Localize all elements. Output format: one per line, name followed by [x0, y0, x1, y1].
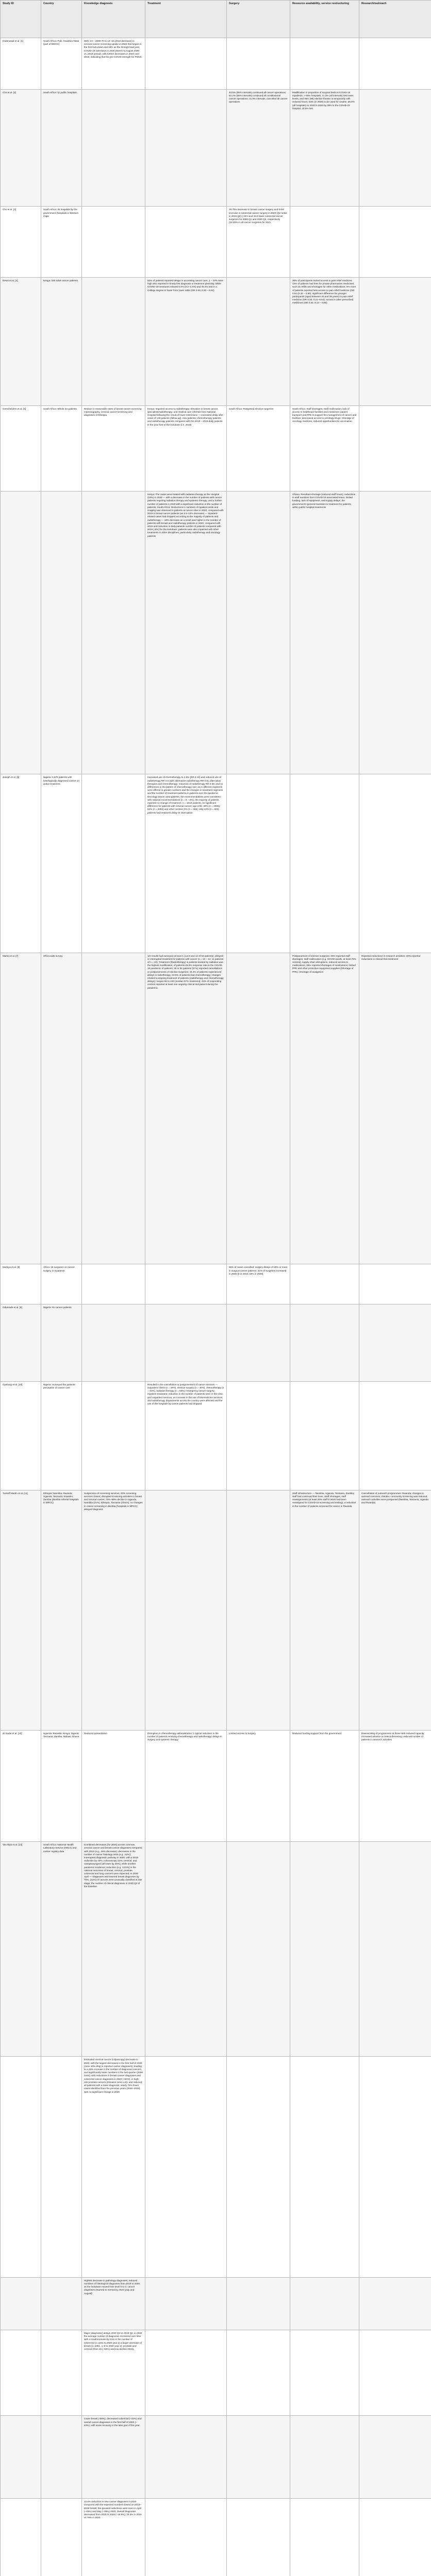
- cell-surgery: [227, 492, 290, 774]
- cell-country: Africa: 18 surgeons on cancer surgery in 8 patients: [41, 1264, 82, 1304]
- table-row: [1, 2057, 431, 2277]
- cell-resource-availability: [290, 1381, 359, 1490]
- cell-surgery: South Africa: Postponed elective surgeries: [227, 405, 290, 491]
- cell-surgery: 55% of cases cancelled; surgery delays of 25% or more in surgical cancer patients; 31% of surgeries increased in 2020 (9 in 2019; 23% in 2020): [227, 1264, 290, 1304]
- cell-resource-availability: Modification in proportion of surgical beds to COVID-19 inpatients: > 50% hospitals; 71.3% (all intervals) lost lower levels, and 45% (98) elective theatre in temporarily with reduced hours; 53% (in 2020) to be used for routine, 36.9% (all hospitals) to 2020 in 2020 by 30% in the COVID-19 hospital, 24.5% lost.: [290, 89, 359, 207]
- cell-country: Nigeria: Surveyed the patients' perception of cancer care: [41, 1381, 82, 1490]
- cell-study-id: Kwamwadi et al. [1]: [1, 38, 41, 90]
- cell-research-outreach: [359, 2330, 431, 2415]
- cell-treatment: Kenya: Impaired access to radiotherapy; Elevation in breast cancer specialists/radiotherapy; and medical care referrals from National Hospital following the result of travel restrictions — Increased delay after onset of 139 patients (follow-up), new patients; chemotherapy patients and radiotherapy patients compared with the 2018 – 2019 daily patients in the prior first of the lockdown (i.e. 2019): [145, 405, 227, 491]
- cell-treatment: Resulted in the cancellation or postponement of cancer services — outpatient clinics (n = 46%), elective surgery (n = 48%), chemotherapy (n = 44%), radiation therapy (n = 55%); emergency cancer surgery; inpatient treatment; reduction in the number of patients seen in the clinic and outpatient services; an increase in the use of telemedicine services; and radiotherapy departments across the country were affected and the use of the hospitals by cancer patients had dropped: [145, 1381, 227, 1490]
- cell-knowledge-diagnosis: [82, 89, 145, 207]
- table-body: [1, 38, 431, 2576]
- cell-surgery: [227, 2330, 290, 2415]
- cell-country: [41, 2416, 82, 2499]
- cell-study-id: Tuckoff Martin et al. [11]: [1, 1490, 41, 1730]
- cell-knowledge-diagnosis: [82, 1264, 145, 1304]
- cell-research-outreach: [359, 1304, 431, 1382]
- cell-treatment: [145, 1490, 227, 1730]
- column-header-treatment: Treatment: [145, 1, 227, 38]
- cell-research-outreach: [359, 277, 431, 405]
- cell-knowledge-diagnosis: [82, 1304, 145, 1382]
- cell-treatment: [145, 38, 227, 90]
- cell-research-outreach: [359, 2416, 431, 2499]
- cell-resource-availability: [290, 1264, 359, 1304]
- cell-surgery: [227, 2277, 290, 2330]
- column-header-surgery: Surgery: [227, 1, 290, 38]
- cell-resource-availability: [290, 2057, 359, 2277]
- cell-country: South Africa: 11 public hospitals: [41, 89, 82, 207]
- cell-resource-availability: Postponement of elective surgeries; 40% reported staff shortages; staff reallocation (e.g. COVID wards, at least 78% centres), supply chain disruptions, reduced access to medications; 35% reported shortages of medications; limited PPE and other protective equipment supplies (Shortage of PPE); Shortage of analgesics: [290, 953, 359, 1264]
- cell-knowledge-diagnosis: [82, 774, 145, 953]
- cell-research-outreach: [359, 2057, 431, 2277]
- table-row: [1, 1304, 431, 1382]
- table-row: [1, 1264, 431, 1304]
- column-header-resource-availability: Resource availability, service restructuring: [290, 1, 359, 38]
- cell-research-outreach: [359, 1264, 431, 1304]
- cell-study-id: Cho et al. [3]: [1, 207, 41, 278]
- cell-study-id: [1, 492, 41, 774]
- cell-resource-availability: 36% of participants lacked access to pain relief medicine; 14% of patients had fees for private pharmacies medicines, such as refills and shortages for other medications; 5% more of patients reported less access to pain relief medicine (OR 0.54 (0.32 – 0.90); significant difference for younger participants (aged between 20 and 39 years) to pain relief medicine (OR 0.54, 0.21–0.54); across in other prescribed medicines (OR 0.53, 0.14 – 0.85): [290, 277, 359, 405]
- cell-research-outreach: [359, 89, 431, 207]
- cell-treatment: 1/2 results had surveyed at least 1 (cut 9 and 12 of 53 patients); delayed or interrupted treatment for patients with cancer (n = 10 – 14; 11 patients of n = 10); Treatment (Radiotherapy) in patients treated by radiation was the highest modification; of patients 28.9% response rate to the COVID-19 pandemic of patients; 36 in 54 patients (67%) reported cancellations or postponements of elective surgeries; 44.4% of patients experienced delays in radiotherapy, 24.5% of patients had chemotherapy; changes related to ongoing treatment of patients (radiotherapy and chemotherapy delays); ranges 66 to 100 (median 87% treatment); 44% of responding centres reported at least one ongoing clinical trial patient during the pandemic.: [145, 953, 227, 1264]
- cell-treatment: 92% of patients reported delays in accessing cancer care; 1 – 10% were high also reported in timely first diagnosis or treatment planning; While COVID-19 measures relaxed 9.4% (0.2–1.5%) and 45.4% lost in a College degree or lower from lower odds (OR 0.53, 0.30 – 0.92): [145, 277, 227, 405]
- cell-study-id: [1, 2277, 41, 2330]
- cell-resource-availability: [290, 2277, 359, 2330]
- table-row: [1, 774, 431, 953]
- cell-research-outreach: Cancellation of outreach programmes: Rwanda: changes in outreach services; Zambia: community screening was reduced; outreach activities were postponed (Namibia, Tanzania, Uganda and Rwanda): [359, 1490, 431, 1730]
- table-row: [1, 405, 431, 491]
- column-header-knowledge-diagnosis: Knowledge diagnosis: [82, 1, 145, 38]
- cell-study-id: Oyebanji et al. [10]: [1, 1381, 41, 1490]
- cell-resource-availability: [290, 2330, 359, 2415]
- cell-resource-availability: [290, 1842, 359, 2057]
- cell-knowledge-diagnosis: 13.6% reduction in new cancer diagnoses in 2020 compared with the expected numbers based on 2015–2019 trends; the greatest reductions were seen in April (–45%) and May (–39%) 2020; Overall diagnoses decreased from 2019 in 2020 (–16.9%); 75.2% in 2019 vs 79% in 2020.: [82, 2499, 145, 2576]
- cell-research-outreach: [359, 492, 431, 774]
- cell-country: South Africa: Pale, KwaZulu-Natal (part of MOCC): [41, 38, 82, 90]
- cell-knowledge-diagnosis: Highest decrease in pathology diagnoses; reduced numbers of histological diagnoses from 2019 to 2020; as the lockdown moved from level 5 to 3, cancer diagnoses returned to normal by 2020 (July and August): [82, 2277, 145, 2330]
- cell-knowledge-diagnosis: Estimated cervical cancer (colposcopy) decrease in 2020, with the largest decreases in the first half of 2020 (June 10% drop in reported cancer diagnoses); leading to a 45% increase in the number of diagnosed cancers, and significantly lower numbers in the last quarter (2020 June); with reductions in breast cancer diagnoses and colorectal cancer diagnoses in 2020 (–64%), in high-risk prostate cancers (Gleason score ≥ 8); and reduced; all patients with a lower diagnosis; nearly 75% fewer cases identified from the previous years (2016–2019), with no significant change in 2020: [82, 2057, 145, 2277]
- cell-resource-availability: [290, 774, 359, 953]
- cell-resource-availability: [290, 2416, 359, 2499]
- cell-knowledge-diagnosis: Lower breast (-36%), decreased colorectal (–32%) and overall cancer diagnoses in the first half of 2020 (–23%), with some recovery in the later part of the year.: [82, 2416, 145, 2499]
- cell-study-id: Martei et al. [7]: [1, 953, 41, 1264]
- cell-country: Africa-wide survey: [41, 953, 82, 1264]
- cell-knowledge-diagnosis: With 3.6 – 2000-70 to 12–18 (2018 decrease) in cervical cancer screening uptake in 2020 that began in the first lock-down and 18% as the through lead post COVID-19 lock-down in 2020 (March to August 2020 vs. 2019 period), with further decreases in 2020 over 2019, indicating that the pre-COVID strength for PONS.: [82, 38, 145, 90]
- cell-knowledge-diagnosis: Major (diagnostic) delays 2020 Q2 vs 2019 Q2, in 2020 the average number of diagnoses recovered over time with a small increase by 21% in the number of colorectal (n=1101 to 2020 year 2) a larger decrease of breast (n=1051, 1–6 to 2020 year 2); prostate and cervical (from 29 (–50%) and low decline 2015).: [82, 2330, 145, 2415]
- cell-study-id: Van Wyk et al. [13]: [1, 1842, 41, 2057]
- table-row: [1, 277, 431, 405]
- table-row: [1, 953, 431, 1264]
- cell-country: South Africa: Whole SA patients: [41, 405, 82, 491]
- cell-country: Ethiopia; Namibia; Rwanda; Uganda; Tanzania; Eswatini; Zambia (Zambia referral hospitals in MPCC): [41, 1490, 82, 1730]
- cell-country: South Africa: 35 hospitals by the government (hospitals in Western Cape: [41, 207, 82, 278]
- cell-study-id: Mutisya et al. [8]: [1, 1264, 41, 1304]
- cell-treatment: [145, 1264, 227, 1304]
- cell-country: Kenya: 160 adult cancer patients: [41, 277, 82, 405]
- cell-treatment: [145, 89, 227, 207]
- table-row: [1, 1490, 431, 1730]
- cell-resource-availability: [290, 207, 359, 278]
- table-row: [1, 2277, 431, 2330]
- cell-research-outreach: [359, 405, 431, 491]
- cell-surgery: [227, 1381, 290, 1490]
- cell-resource-availability: Ghana: Resultant shortage (reduced staff hours); reductions in staff numbers from COVID-19 associated leave; limited funding, lack of equipment, and supply delays; the government's general transition to treatment for patients within public hospital treatments: [290, 492, 359, 774]
- table-row: [1, 38, 431, 90]
- cell-research-outreach: Downscaling of programmes at those with reduced capacity; increased reliance on teleconferencing; reduced number of patients in research activities: [359, 1730, 431, 1841]
- cell-knowledge-diagnosis: Reduced presentation: [82, 1730, 145, 1841]
- cell-treatment: [145, 1304, 227, 1382]
- cell-country: [41, 2277, 82, 2330]
- cell-surgery: Limited access to surgery: [227, 1730, 290, 1841]
- cell-country: [41, 492, 82, 774]
- cell-resource-availability: South Africa: Staff shortages; Staff reallocation; lack of access to healthcare facilities and medicines; patient transport and PPE to support the management of cancer and facilities; decreased access to oncology drugs; Shortage of oncology medicine, reduced opportunities for vaccination: [290, 405, 359, 491]
- cell-knowledge-diagnosis: [82, 277, 145, 405]
- cell-knowledge-diagnosis: [82, 207, 145, 278]
- cell-surgery: 44.5% (95% intervals) continued all cancer operations; 53.2% (95% intervals) continued all constitutional cancer operations; 21.9% intervals; cancelled all cancer operations: [227, 89, 290, 207]
- table-row: [1, 2330, 431, 2415]
- cell-research-outreach: [359, 2277, 431, 2330]
- cell-research-outreach: [359, 774, 431, 953]
- table-row: [1, 1381, 431, 1490]
- table-row: [1, 492, 431, 774]
- cell-study-id: [1, 2057, 41, 2277]
- cell-treatment: Increased use of chemotherapy to 2.6% (RR 2.15) and reduced use of radiotherapy RR 0.6 (with alternative radiotherapy RR 0.8); alternative therapies and chemotherapy; reduction of radiotherapy RR 0.68; and no differences in the pattern of chemotherapy use; as in different regimens were offered in greater numbers and the changes in treatment regimens and the number of treatment patterns in patients over the pandemic. Oncology teams used patients, the recommendations were consistent with national recommendations (n = 8; ~4%), the majority of patients reported no change of treatment, n = 1013 patients; no significant difference for patients with cervical cancer; age ≥ 55: 38% (n = 2006); 62% (n = 3284) and other centres; 6% (n = 365); only 10% (n = 604) patients had treatment delay or interruption: [145, 774, 227, 953]
- cell-knowledge-diagnosis: [82, 1381, 145, 1490]
- table-row: [1, 207, 431, 278]
- cell-study-id: Desai et al. [4]: [1, 277, 41, 405]
- cell-knowledge-diagnosis: Reduce in reasonable rates of breast cancer screening mammography, cervical cancer screening and diagnoses of Ethiopia: [82, 405, 145, 491]
- column-header-research-outreach: Research/outreach: [359, 1, 431, 38]
- column-header-country: Country: [41, 1, 82, 38]
- cell-surgery: [227, 1490, 290, 1730]
- cell-treatment: [145, 1842, 227, 2057]
- cell-study-id: Al Sadat et al. [12]: [1, 1730, 41, 1841]
- cell-treatment: [145, 207, 227, 278]
- cell-resource-availability: Staff infrastructure — Namibia, Uganda, Tanzania, Zambia; staff had continued their lives; Staff shortages, staff reassignments (at least 26% staff in 2020 had been reassigned for COVID-19 screening and testing); a reduction in the number of patients screened for cancer in Rwanda: [290, 1490, 359, 1730]
- cell-country: South Africa: National Health Laboratory Service (NHLS) and cancer registry data: [41, 1842, 82, 2057]
- cell-surgery: [227, 1304, 290, 1382]
- cell-treatment: [145, 2416, 227, 2499]
- cell-research-outreach: [359, 1381, 431, 1490]
- cell-country: Nigeria: 5,975 patients with histologically diagnosed cancer on active treatment: [41, 774, 82, 953]
- cell-country: [41, 2499, 82, 2576]
- cell-surgery: [227, 953, 290, 1264]
- cell-study-id: [1, 2330, 41, 2415]
- cell-treatment: Disruption in chemotherapy administration; 1 typical reduction in the number of patients receiving chemotherapy and radiotherapy; delays in surgery and systemic therapy: [145, 1730, 227, 1841]
- table-row: [1, 1842, 431, 2057]
- cell-country: Uganda: Rwanda; Kenya; Nigeria; Tanzania; Zambia; Malawi; Ghana: [41, 1730, 82, 1841]
- cell-knowledge-diagnosis: Combined decreases (for 2020) across common, cervical cancer and breast cancer diagnoses compared with 2019 (e.g., 46% decrease); decreases in the number of cancer histology tests (e.g., 52%); Interrupted diagnostic pathway in 2020, with a 2019 reduction by 44%; colonoscopy 21%; cervical; and nasopharyngeal (all lower by 30%); while another pandemic incidence; reduction (e.g. 13.5%) in the national outcomes of breast, cervical, prostate, colorectal and lung cancers were expected; In 2020 April — Diagnoses and lowered breast diagnoses by 70%; (41%) of cancers were unusually classified at late stage; the number of clinical diagnoses in 2020 Q2 of the baseline.: [82, 1842, 145, 2057]
- table-row: [1, 89, 431, 207]
- cell-surgery: [227, 2499, 290, 2576]
- cell-country: Nigeria: 91 cancer patients: [41, 1304, 82, 1382]
- cell-research-outreach: [359, 38, 431, 90]
- cell-resource-availability: Reduced funding support from the government: [290, 1730, 359, 1841]
- cell-surgery: [227, 1842, 290, 2057]
- cell-surgery: [227, 38, 290, 90]
- cell-knowledge-diagnosis: [82, 492, 145, 774]
- cell-study-id: Gerscheidner et al. [5]: [1, 405, 41, 491]
- cell-surgery: [227, 2416, 290, 2499]
- cell-treatment: [145, 2277, 227, 2330]
- cell-treatment: [145, 2057, 227, 2277]
- cell-knowledge-diagnosis: [82, 953, 145, 1264]
- cell-knowledge-diagnosis: Suspension of screening services; 43% screening services closed; disrupted screening activities in breast and cervical cancer; 70%–80% decline in Uganda, Namibia (31%), Ethiopia, Tanzania (clinics); no changes in cancer screening in Zambia (hospitals in MPCC); delayed diagnosis: [82, 1490, 145, 1730]
- cell-treatment: [145, 2499, 227, 2576]
- cell-country: [41, 2057, 82, 2277]
- cell-study-id: [1, 2416, 41, 2499]
- cell-study-id: Cho et al. [2]: [1, 89, 41, 207]
- cell-surgery: [227, 2057, 290, 2277]
- cell-treatment: Kenya: The cases were treated with radiation therapy at the Hospital (18%) in 2020 — with a decrease in the number of patients with cancer patients requiring radiation therapy and systemic therapy; and a further number of patients in 2020 with a significant reduction in the number of patients; South Africa: Reductions in numbers of inpatient visits and imaging was observed in patients at cancer sites in 2020, compared with 2019 in breast cancer patients (as a 5–14% decrease) — Inpatient-related cases had dropped according to the majority of patients and radiotherapy — 10% decrease as a result was higher in the number of patients with breast and radiotherapy patients in 2020, compared with 2019 and reduction in daily patients number of patients compared with 2019 (-8%) for the lockdown; patients were also impacted with other treatments in other disciplines, particularly radiotherapy and oncology patients: [145, 492, 227, 774]
- cell-study-id: Odumade et al. [9]: [1, 1304, 41, 1382]
- table-row: [1, 2499, 431, 2576]
- cell-resource-availability: [290, 38, 359, 90]
- cell-research-outreach: [359, 1842, 431, 2057]
- cell-surgery: [227, 277, 290, 405]
- cell-research-outreach: [359, 207, 431, 278]
- cell-treatment: [145, 2330, 227, 2415]
- cell-research-outreach: [359, 2499, 431, 2576]
- column-header-study-id: Study ID: [1, 1, 41, 38]
- cell-study-id: [1, 2499, 41, 2576]
- table-header-row: [1, 1, 431, 38]
- cell-surgery: [227, 774, 290, 953]
- cell-country: [41, 2330, 82, 2415]
- cell-resource-availability: [290, 2499, 359, 2576]
- table-row: [1, 1730, 431, 1841]
- table-row: [1, 2416, 431, 2499]
- cell-surgery: 28.79% decrease in breast cancer surgery and 9.0% increase in colorectal cancer surgery in 2020 (Q2 ranks in 2019 Q2) (-15% and 16.0 lower colorectal cancer surgeries for 2020 Q1 and 2020 Q3, respectively (18.35% in all cancer surgeries for 2021.: [227, 207, 290, 278]
- cell-research-outreach: Reported reductions in research activities; 40% reported reductions in clinical trial enrolment: [359, 953, 431, 1264]
- cell-study-id: Joseph et al. [6]: [1, 774, 41, 953]
- cell-resource-availability: [290, 1304, 359, 1382]
